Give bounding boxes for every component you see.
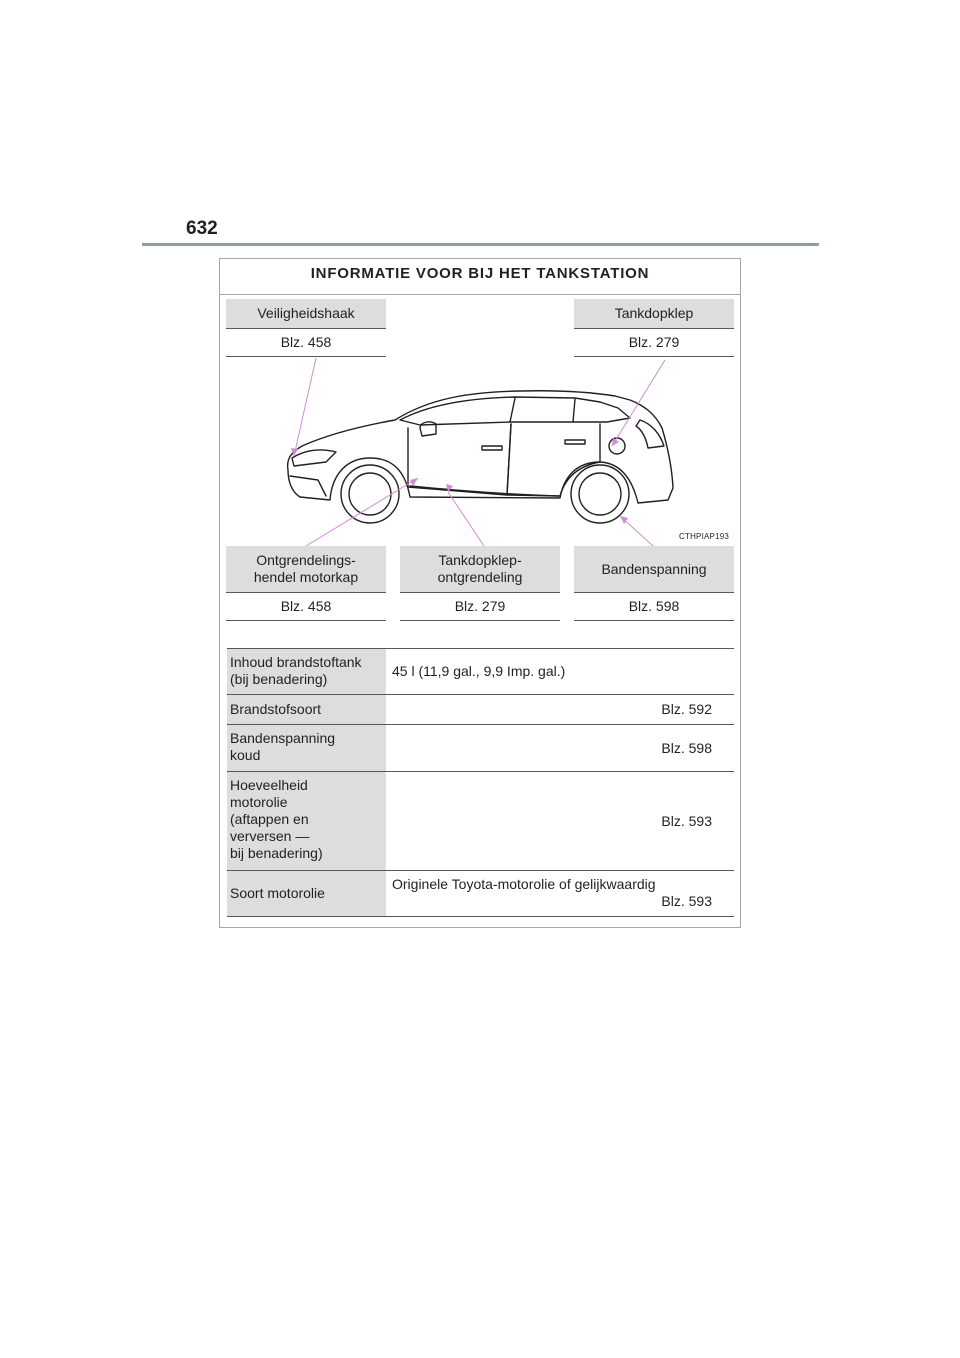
value-text: Blz. 592 xyxy=(661,701,712,717)
key-line: motorolie xyxy=(230,794,288,810)
arrow-hood-release xyxy=(410,478,418,486)
car-wheel-front-rim xyxy=(349,473,391,515)
car-headlamp xyxy=(292,450,336,466)
page-number: 632 xyxy=(186,218,218,239)
panel-title: INFORMATIE VOOR BIJ HET TANKSTATION xyxy=(220,259,740,295)
key-line: Hoeveelheid xyxy=(230,777,308,793)
value-text: 45 l (11,9 gal., 9,9 Imp. gal.) xyxy=(392,663,566,679)
table-row xyxy=(227,695,734,725)
label-fuel-door-text: Tankdopklep xyxy=(614,305,694,321)
value-text: Blz. 593 xyxy=(661,812,712,829)
car-sill xyxy=(410,486,558,496)
key-line: verversen — xyxy=(230,828,310,844)
value-text-line1: Originele Toyota-motorolie of gelijkwaardig xyxy=(392,876,656,892)
car-handle-front xyxy=(482,446,502,450)
key-line: Soort motorolie xyxy=(230,885,325,901)
row-key-fuel-type xyxy=(227,695,386,724)
table-row xyxy=(227,772,734,871)
value-text: Blz. 593 xyxy=(661,893,712,909)
row-key-fuel-capacity xyxy=(227,649,386,694)
label-fuel-door-release xyxy=(400,546,560,593)
row-value-oil-type xyxy=(386,871,734,916)
ref-fuel-door-release: Blz. 279 xyxy=(400,593,560,621)
label-hood-release xyxy=(226,546,386,593)
label-tire-pressure xyxy=(574,546,734,593)
row-value-oil-capacity xyxy=(386,772,734,870)
callout-line-fuel-release xyxy=(448,492,484,546)
key-line: Inhoud brandstoftank xyxy=(230,654,362,670)
value-text: Blz. 598 xyxy=(661,739,712,756)
label-hood-release-line1: Ontgrendelings- xyxy=(256,552,356,568)
car-handle-rear xyxy=(565,440,585,444)
key-line: (aftappen en xyxy=(230,811,309,827)
table-row xyxy=(227,725,734,772)
label-fuel-door-release-line1: Tankdopklep- xyxy=(438,552,522,568)
spec-table xyxy=(227,648,734,917)
label-tire-pressure-text: Bandenspanning xyxy=(601,560,707,577)
row-key-cold-tire-pressure xyxy=(227,725,386,771)
row-value-cold-tire-pressure xyxy=(386,725,734,771)
ref-hook: Blz. 458 xyxy=(226,329,386,357)
key-line: koud xyxy=(230,747,261,763)
table-row xyxy=(227,871,734,917)
car-wheel-front-tire xyxy=(341,465,399,523)
car-wheel-rear-rim xyxy=(579,473,621,515)
ref-tire-pressure: Blz. 598 xyxy=(574,593,734,621)
key-line: Bandenspanning xyxy=(230,730,336,746)
arrow-fuel-door xyxy=(612,438,619,446)
row-key-oil-type xyxy=(227,871,386,916)
key-line: (bij benadering) xyxy=(230,671,328,687)
ref-fuel-door: Blz. 279 xyxy=(574,329,734,357)
label-hook-text: Veiligheidshaak xyxy=(257,305,355,321)
ref-hood-release: Blz. 458 xyxy=(226,593,386,621)
car-fuel-door xyxy=(609,438,625,454)
row-value-fuel-type xyxy=(386,695,734,724)
label-hood-release-line2: hendel motorkap xyxy=(253,569,359,585)
car-front-door xyxy=(408,424,511,495)
car-wheel-rear-tire xyxy=(571,465,629,523)
table-row xyxy=(227,649,734,695)
image-code: CTHPIAP193 xyxy=(679,532,730,541)
car-rear-door xyxy=(507,424,600,496)
row-value-fuel-capacity xyxy=(386,649,734,694)
label-fuel-door-release-line2: ontgrendeling xyxy=(437,569,523,585)
car-a-pillar xyxy=(510,398,515,422)
car-b-pillar xyxy=(573,399,575,422)
row-key-oil-capacity xyxy=(227,772,386,870)
key-line: Brandstofsoort xyxy=(230,701,322,717)
key-line: bij benadering) xyxy=(230,845,323,861)
